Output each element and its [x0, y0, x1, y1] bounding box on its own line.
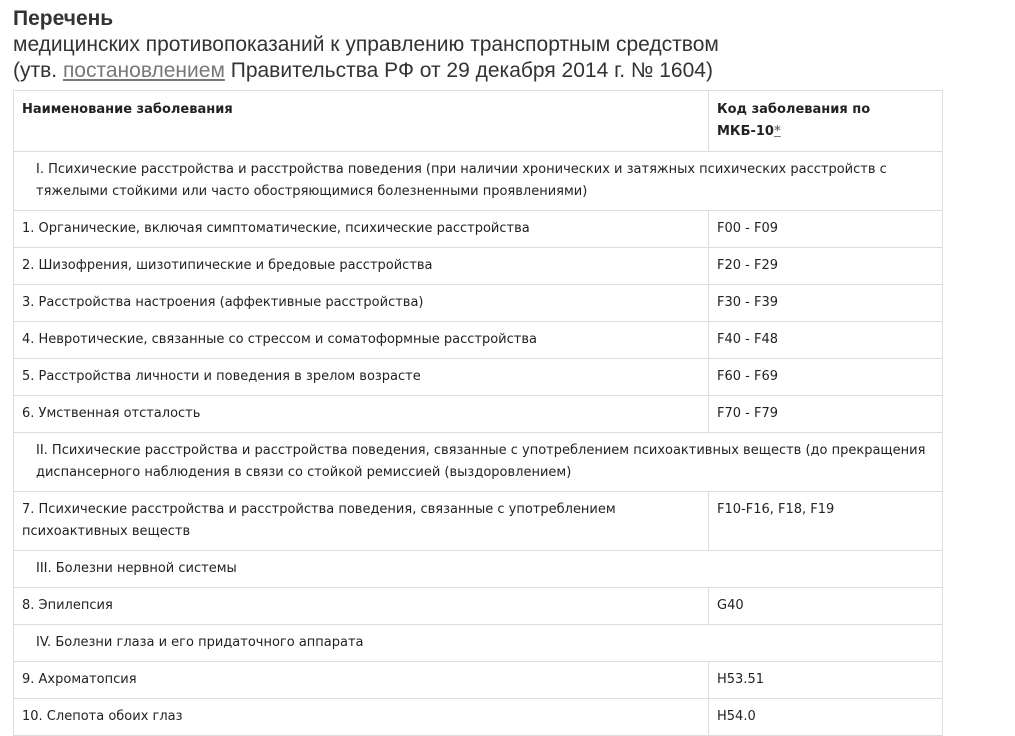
table-row	[14, 396, 943, 433]
disease-name-cell: 8. Эпилепсия	[14, 588, 709, 625]
section-row	[14, 551, 943, 588]
title-line-3-prefix: (утв.	[13, 59, 63, 82]
table-header-row	[14, 91, 943, 152]
page-title	[13, 6, 1015, 84]
disease-name-cell: 4. Невротические, связанные со стрессом и соматоформные расстройства	[14, 322, 709, 359]
table-row	[14, 211, 943, 248]
header-disease-name: Наименование заболевания	[14, 91, 709, 152]
icd-code-cell: F20 - F29	[709, 248, 943, 285]
section-heading: III. Болезни нервной системы	[14, 551, 943, 588]
header-icd-code-label: Код заболевания по МКБ-10	[717, 102, 871, 139]
icd-code-cell: F60 - F69	[709, 359, 943, 396]
table-row	[14, 588, 943, 625]
icd-code-cell: F10-F16, F18, F19	[709, 492, 943, 551]
section-row	[14, 625, 943, 662]
disease-name-cell: 10. Слепота обоих глаз	[14, 699, 709, 736]
table-row	[14, 248, 943, 285]
icd-code-cell: F30 - F39	[709, 285, 943, 322]
disease-name-cell: 9. Ахроматопсия	[14, 662, 709, 699]
table-row	[14, 322, 943, 359]
table-row	[14, 662, 943, 699]
disease-name-cell: 5. Расстройства личности и поведения в зрелом возрасте	[14, 359, 709, 396]
table-row	[14, 699, 943, 736]
disease-name-cell: 3. Расстройства настроения (аффективные расстройства)	[14, 285, 709, 322]
disease-name-cell: 1. Органические, включая симптоматические, психические расстройства	[14, 211, 709, 248]
disease-name-cell: 6. Умственная отсталость	[14, 396, 709, 433]
footnote-link[interactable]: *	[773, 124, 781, 139]
section-row	[14, 152, 943, 211]
disease-name-cell: 2. Шизофрения, шизотипические и бредовые расстройства	[14, 248, 709, 285]
title-line-3-suffix: Правительства РФ от 29 декабря 2014 г. № 1604)	[224, 59, 713, 82]
icd-code-cell: H54.0	[709, 699, 943, 736]
title-line-2: медицинских противопоказаний к управлению транспортным средством	[13, 33, 719, 56]
resolution-link[interactable]: постановлением	[62, 59, 225, 82]
section-heading: IV. Болезни глаза и его придаточного аппарата	[14, 625, 943, 662]
section-row	[14, 433, 943, 492]
icd-code-cell: F00 - F09	[709, 211, 943, 248]
icd-code-cell: F40 - F48	[709, 322, 943, 359]
icd-code-cell: F70 - F79	[709, 396, 943, 433]
table-row	[14, 492, 943, 551]
title-line-1: Перечень	[13, 7, 114, 30]
icd-code-cell: G40	[709, 588, 943, 625]
table-row	[14, 359, 943, 396]
section-heading: II. Психические расстройства и расстройства поведения, связанные с употреблением психоактивных веществ (до прекращения диспансерного наблюдения в связи со стойкой ремиссией (выздоровлением)	[14, 433, 943, 492]
icd-code-cell: H53.51	[709, 662, 943, 699]
table-row	[14, 285, 943, 322]
title-line-3	[13, 58, 1015, 84]
table-body	[14, 152, 943, 736]
section-heading: I. Психические расстройства и расстройства поведения (при наличии хронических и затяжных психических расстройств с тяжелыми стойкими или часто обостряющимися болезненными проявлениями)	[14, 152, 943, 211]
contraindications-table	[13, 90, 943, 736]
header-icd-code	[709, 91, 943, 152]
disease-name-cell: 7. Психические расстройства и расстройства поведения, связанные с употреблением психоактивных веществ	[14, 492, 709, 551]
